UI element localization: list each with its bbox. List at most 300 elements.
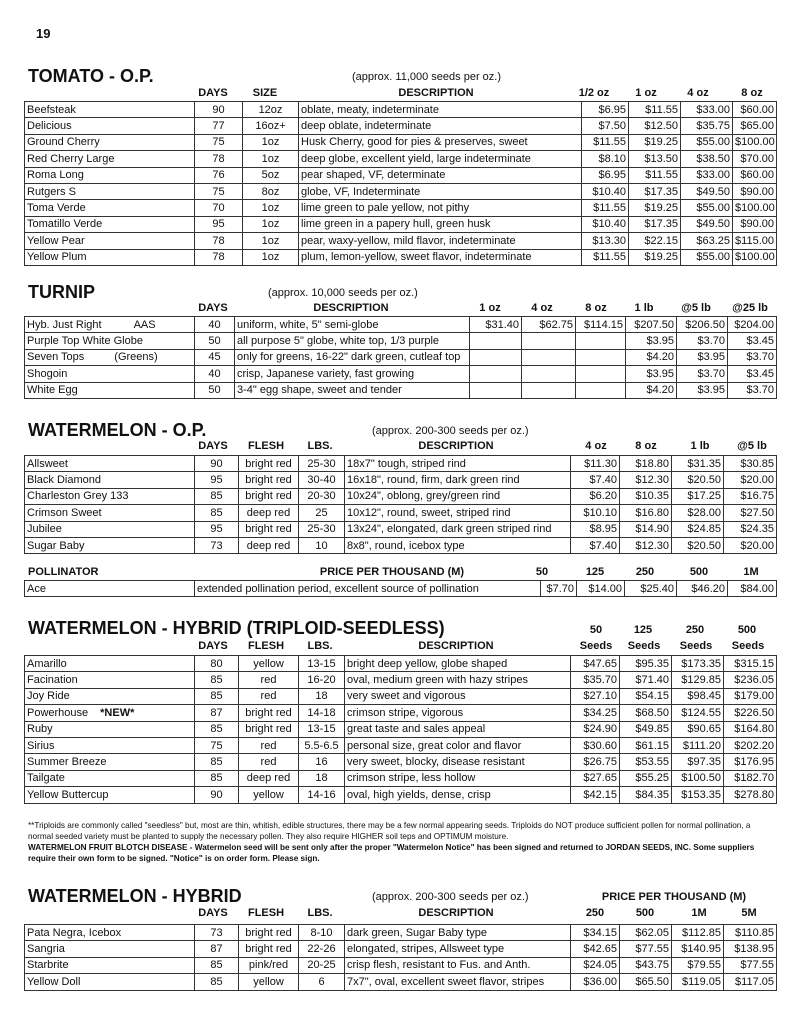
description-cell: oval, high yields, dense, crisp	[345, 787, 571, 803]
price-cell	[522, 349, 576, 365]
lbs-cell: 30-40	[299, 472, 345, 488]
days-cell: 90	[195, 456, 239, 472]
days-cell: 75	[195, 183, 243, 199]
price-cell: $176.95	[724, 754, 777, 770]
price-cell: $28.00	[672, 505, 724, 521]
price-cell: $6.95	[582, 167, 629, 183]
price-cell: $31.40	[470, 317, 522, 333]
col-days: DAYS	[198, 640, 228, 652]
flesh-cell: yellow	[239, 974, 299, 990]
table-row	[25, 382, 777, 398]
price-cell: $110.85	[724, 925, 777, 941]
table-row	[25, 151, 777, 167]
price-cell	[576, 333, 626, 349]
price-per-thousand-label: PRICE PER THOUSAND (M)	[319, 566, 465, 578]
price-cell: $84.35	[620, 787, 672, 803]
days-cell: 75	[195, 737, 239, 753]
days-cell: 85	[195, 974, 239, 990]
flesh-cell: bright red	[239, 521, 299, 537]
flesh-cell: deep red	[239, 770, 299, 786]
watermelon-triploid-section	[24, 618, 776, 808]
price-cell: $90.00	[733, 183, 777, 199]
section-title: WATERMELON - HYBRID	[28, 886, 242, 906]
lbs-cell: 5.5-6.5	[299, 737, 345, 753]
days-cell: 45	[195, 349, 235, 365]
days-cell: 85	[195, 957, 239, 973]
days-cell: 87	[195, 941, 239, 957]
col-flesh: FLESH	[247, 907, 285, 919]
section-title: TOMATO - O.P.	[28, 66, 154, 86]
col-days: DAYS	[198, 302, 228, 314]
table-row	[25, 941, 777, 957]
triploid-footnote: **Triploids are commonly called "seedless" but, most are thin, whitish, edible structures, there may be a few normal appearing seeds. Triploids do NOT produce sufficient pollen for normal pollination, a normal seeded variety must be planted to supply the necessary pollen. They also require HIGHER soil teps and OPTIMUM moisture.	[28, 821, 751, 841]
price-cell: $27.50	[724, 505, 777, 521]
price-cell: $24.85	[672, 521, 724, 537]
col-flesh: FLESH	[247, 440, 285, 452]
table-row	[25, 472, 777, 488]
price-cell: $22.15	[629, 233, 681, 249]
price-cell: $31.35	[672, 456, 724, 472]
price-cell: $65.50	[620, 974, 672, 990]
price-cell: $111.20	[672, 737, 724, 753]
lbs-cell: 20-25	[299, 957, 345, 973]
table-row	[25, 216, 777, 232]
description-cell: 8x8", round, icebox type	[345, 537, 571, 553]
flesh-cell: bright red	[239, 472, 299, 488]
description-cell: bright deep yellow, globe shaped	[345, 656, 571, 672]
table-row	[25, 974, 777, 990]
price-cell: $63.25	[681, 233, 733, 249]
price-cell: $27.10	[571, 688, 620, 704]
col-price-1: 250	[585, 907, 605, 919]
price-cell: $202.20	[724, 737, 777, 753]
variety-name: Sangria	[25, 941, 195, 957]
col-price-3: 8 oz	[585, 302, 607, 314]
watermelon-op-table	[24, 455, 777, 554]
price-cell: $11.55	[629, 102, 681, 118]
flesh-cell: yellow	[239, 787, 299, 803]
flesh-cell: bright red	[239, 941, 299, 957]
col-description: DESCRIPTION	[418, 907, 494, 919]
lbs-cell: 13-15	[299, 721, 345, 737]
price-cell: $17.35	[629, 216, 681, 232]
price-cell: $164.80	[724, 721, 777, 737]
days-cell: 87	[195, 705, 239, 721]
variety-name: Hyb. Just Right	[27, 318, 102, 331]
size-cell: 1oz	[243, 216, 299, 232]
variety-name: Beefsteak	[25, 102, 195, 118]
col-pollinator-125: 125	[585, 566, 605, 578]
description-cell: 18x7" tough, striped rind	[345, 456, 571, 472]
price-cell: $3.45	[728, 333, 777, 349]
col-qty-500: 500	[737, 624, 757, 636]
price-cell: $16.75	[724, 488, 777, 504]
variety-cell	[25, 317, 195, 333]
price-cell: $11.55	[582, 134, 629, 150]
price-cell: $17.35	[629, 183, 681, 199]
table-row	[25, 183, 777, 199]
price-cell: $182.70	[724, 770, 777, 786]
price-cell: $3.70	[728, 349, 777, 365]
price-cell	[522, 366, 576, 382]
size-cell: 1oz	[243, 249, 299, 265]
price-cell: $33.00	[681, 167, 733, 183]
variety-cell	[25, 349, 195, 365]
col-price-3: 1 lb	[690, 440, 710, 452]
price-cell: $236.05	[724, 672, 777, 688]
price-cell: $42.15	[571, 787, 620, 803]
variety-name: Yellow Plum	[25, 249, 195, 265]
price-cell: $43.75	[620, 957, 672, 973]
flesh-cell: bright red	[239, 925, 299, 941]
price-cell: $3.45	[728, 366, 777, 382]
price-cell: $3.70	[728, 382, 777, 398]
col-pollinator-250: 250	[635, 566, 655, 578]
table-row	[25, 102, 777, 118]
col-pollinator-1m: 1M	[743, 566, 759, 578]
price-cell: $3.95	[626, 333, 677, 349]
table-row	[25, 167, 777, 183]
description-cell: 16x18", round, firm, dark green rind	[345, 472, 571, 488]
days-cell: 50	[195, 333, 235, 349]
variety-name: White Egg	[27, 384, 78, 397]
col-price-2: 4 oz	[531, 302, 553, 314]
col-price-4: @5 lb	[737, 440, 767, 452]
days-cell: 40	[195, 317, 235, 333]
price-cell: $10.10	[571, 505, 620, 521]
price-cell: $14.00	[577, 581, 625, 597]
description-cell: oblate, meaty, indeterminate	[299, 102, 582, 118]
price-cell: $3.70	[677, 366, 728, 382]
price-cell: $173.35	[672, 656, 724, 672]
variety-cell	[25, 333, 195, 349]
footnotes	[28, 820, 773, 864]
price-cell: $8.10	[582, 151, 629, 167]
price-cell: $100.00	[733, 200, 777, 216]
col-price-1: 1/2 oz	[578, 87, 610, 99]
description-cell: globe, VF, Indeterminate	[299, 183, 582, 199]
price-cell: $62.05	[620, 925, 672, 941]
flesh-cell: pink/red	[239, 957, 299, 973]
description-cell: pear shaped, VF, determinate	[299, 167, 582, 183]
price-cell: $60.00	[733, 102, 777, 118]
flesh-cell: red	[239, 754, 299, 770]
description-cell: 7x7", oval, excellent sweet flavor, stripes	[345, 974, 571, 990]
variety-tag: (Greens)	[114, 351, 158, 364]
variety-name: Charleston Grey 133	[25, 488, 195, 504]
col-price-4: 1 lb	[634, 302, 654, 314]
table-row	[25, 957, 777, 973]
price-cell: $19.25	[629, 249, 681, 265]
table-row	[25, 134, 777, 150]
variety-name: Sugar Baby	[25, 537, 195, 553]
price-cell: $38.50	[681, 151, 733, 167]
variety-name: Roma Long	[25, 167, 195, 183]
col-price-2: 500	[635, 907, 655, 919]
description-cell: 13x24", elongated, dark green striped rind	[345, 521, 571, 537]
col-days: DAYS	[198, 907, 228, 919]
price-cell: $138.95	[724, 941, 777, 957]
flesh-cell: bright red	[239, 721, 299, 737]
price-cell: $100.50	[672, 770, 724, 786]
description-cell: deep globe, excellent yield, large indeterminate	[299, 151, 582, 167]
days-cell: 75	[195, 134, 243, 150]
variety-name: Joy Ride	[27, 690, 70, 703]
variety-name: Pata Negra, Icebox	[25, 925, 195, 941]
description-cell: extended pollination period, excellent source of pollination	[195, 581, 541, 597]
lbs-cell: 25-30	[299, 521, 345, 537]
price-cell: $129.85	[672, 672, 724, 688]
price-cell	[522, 333, 576, 349]
description-cell: crimson stripe, vigorous	[345, 705, 571, 721]
table-row	[25, 688, 777, 704]
days-cell: 95	[195, 216, 243, 232]
flesh-cell: deep red	[239, 505, 299, 521]
lbs-cell: 14-18	[299, 705, 345, 721]
price-cell	[576, 382, 626, 398]
days-cell: 80	[195, 656, 239, 672]
variety-cell	[25, 787, 195, 803]
turnip-section	[24, 282, 776, 402]
description-cell: crisp, Japanese variety, fast growing	[235, 366, 470, 382]
price-cell: $24.90	[571, 721, 620, 737]
price-cell: $115.00	[733, 233, 777, 249]
table-row	[25, 925, 777, 941]
variety-name: Black Diamond	[25, 472, 195, 488]
variety-name: Toma Verde	[25, 200, 195, 216]
size-cell: 16oz+	[243, 118, 299, 134]
price-cell: $278.80	[724, 787, 777, 803]
description-cell: pear, waxy-yellow, mild flavor, indeterminate	[299, 233, 582, 249]
seed-count-note: (approx. 10,000 seeds per oz.)	[268, 287, 418, 299]
col-pollinator-500: 500	[689, 566, 709, 578]
col-price-2: 8 oz	[635, 440, 657, 452]
watermelon-hybrid-section	[24, 886, 776, 996]
flesh-cell: red	[239, 737, 299, 753]
variety-name: Starbrite	[25, 957, 195, 973]
days-cell: 85	[195, 770, 239, 786]
table-row	[25, 456, 777, 472]
price-cell: $100.00	[733, 249, 777, 265]
price-cell: $3.70	[677, 333, 728, 349]
price-cell: $179.00	[724, 688, 777, 704]
price-cell: $55.00	[681, 200, 733, 216]
col-description: DESCRIPTION	[418, 640, 494, 652]
table-row	[25, 349, 777, 365]
variety-name: Sirius	[27, 739, 55, 752]
price-cell: $119.05	[672, 974, 724, 990]
days-cell: 73	[195, 537, 239, 553]
description-cell: Husk Cherry, good for pies & preserves, sweet	[299, 134, 582, 150]
col-seeds-1: Seeds	[579, 640, 613, 652]
variety-name: Shogoin	[27, 367, 68, 380]
price-cell: $315.15	[724, 656, 777, 672]
description-cell: 10x24", oblong, grey/green rind	[345, 488, 571, 504]
tomato-section	[24, 66, 776, 272]
col-seeds-3: Seeds	[679, 640, 713, 652]
price-cell: $11.55	[582, 249, 629, 265]
price-cell: $79.55	[672, 957, 724, 973]
price-cell: $4.20	[626, 349, 677, 365]
price-cell: $70.00	[733, 151, 777, 167]
variety-name: Yellow Buttercup	[27, 788, 109, 801]
price-cell: $33.00	[681, 102, 733, 118]
col-price-3: 1M	[691, 907, 707, 919]
variety-name: Delicious	[25, 118, 195, 134]
price-cell: $68.50	[620, 705, 672, 721]
price-cell: $34.15	[571, 925, 620, 941]
price-cell: $20.00	[724, 537, 777, 553]
col-lbs: LBS.	[307, 440, 333, 452]
days-cell: 70	[195, 200, 243, 216]
col-days: DAYS	[198, 87, 228, 99]
price-cell: $49.50	[681, 183, 733, 199]
days-cell: 90	[195, 787, 239, 803]
price-cell: $16.80	[620, 505, 672, 521]
flesh-cell: bright red	[239, 705, 299, 721]
watermelon-hybrid-table	[24, 924, 777, 991]
variety-cell	[25, 366, 195, 382]
col-price-2: 1 oz	[635, 87, 657, 99]
price-cell: $98.45	[672, 688, 724, 704]
price-cell: $20.50	[672, 472, 724, 488]
days-cell: 95	[195, 472, 239, 488]
price-cell: $6.95	[582, 102, 629, 118]
description-cell: very sweet and vigorous	[345, 688, 571, 704]
days-cell: 40	[195, 366, 235, 382]
days-cell: 85	[195, 488, 239, 504]
price-cell: $95.35	[620, 656, 672, 672]
variety-cell	[25, 656, 195, 672]
price-cell: $7.70	[541, 581, 577, 597]
days-cell: 85	[195, 721, 239, 737]
col-size: SIZE	[252, 87, 278, 99]
price-cell: $65.00	[733, 118, 777, 134]
table-row	[25, 537, 777, 553]
days-cell: 90	[195, 102, 243, 118]
variety-cell	[25, 770, 195, 786]
price-cell: $12.50	[629, 118, 681, 134]
seed-count-note: (approx. 200-300 seeds per oz.)	[372, 425, 529, 437]
price-cell: $10.35	[620, 488, 672, 504]
price-cell: $77.55	[620, 941, 672, 957]
price-cell: $112.85	[672, 925, 724, 941]
table-row	[25, 333, 777, 349]
table-row	[25, 233, 777, 249]
col-description: DESCRIPTION	[398, 87, 474, 99]
lbs-cell: 25-30	[299, 456, 345, 472]
price-cell: $204.00	[728, 317, 777, 333]
lbs-cell: 6	[299, 974, 345, 990]
table-row	[25, 317, 777, 333]
col-price-1: 1 oz	[479, 302, 501, 314]
lbs-cell: 14-16	[299, 787, 345, 803]
price-cell: $124.55	[672, 705, 724, 721]
table-row	[25, 721, 777, 737]
price-cell: $24.35	[724, 521, 777, 537]
watermelon-op-section	[24, 420, 776, 600]
section-title: WATERMELON - O.P.	[28, 420, 207, 440]
days-cell: 76	[195, 167, 243, 183]
table-row	[25, 770, 777, 786]
new-badge: *NEW*	[100, 706, 135, 719]
variety-cell	[25, 721, 195, 737]
variety-cell	[25, 737, 195, 753]
size-cell: 8oz	[243, 183, 299, 199]
col-qty-50: 50	[589, 624, 603, 636]
price-cell	[470, 333, 522, 349]
variety-name: Tailgate	[27, 772, 65, 785]
flesh-cell: red	[239, 688, 299, 704]
description-cell: oval, medium green with hazy stripes	[345, 672, 571, 688]
variety-name: Rutgers S	[25, 183, 195, 199]
price-cell	[522, 382, 576, 398]
fruit-blotch-notice: WATERMELON FRUIT BLOTCH DISEASE - Watermelon seed will be sent only after the proper "Watermelon Notice" has been signed and returned to JORDAN SEEDS, INC. Some suppliers require their own form to be signed. "Notice" is on order form. Please sign.	[28, 843, 755, 863]
price-cell: $19.25	[629, 200, 681, 216]
price-cell: $3.95	[677, 382, 728, 398]
price-cell: $114.15	[576, 317, 626, 333]
price-cell: $18.80	[620, 456, 672, 472]
lbs-cell: 10	[299, 537, 345, 553]
watermelon-triploid-table	[24, 655, 777, 804]
price-cell: $11.55	[629, 167, 681, 183]
days-cell: 78	[195, 151, 243, 167]
size-cell: 1oz	[243, 200, 299, 216]
table-row	[25, 249, 777, 265]
price-cell: $7.50	[582, 118, 629, 134]
flesh-cell: bright red	[239, 488, 299, 504]
col-price-4: 5M	[741, 907, 757, 919]
variety-cell	[25, 754, 195, 770]
price-cell: $100.00	[733, 134, 777, 150]
price-cell: $7.40	[571, 472, 620, 488]
variety-tag: AAS	[133, 318, 156, 331]
price-cell: $6.20	[571, 488, 620, 504]
variety-name: Facination	[27, 674, 78, 687]
variety-cell	[25, 672, 195, 688]
table-row	[25, 505, 777, 521]
price-cell	[576, 349, 626, 365]
days-cell: 85	[195, 672, 239, 688]
variety-name: Purple Top White Globe	[27, 335, 143, 348]
price-cell: $49.85	[620, 721, 672, 737]
days-cell: 77	[195, 118, 243, 134]
col-pollinator-50: 50	[535, 566, 549, 578]
price-cell: $140.95	[672, 941, 724, 957]
price-cell: $20.00	[724, 472, 777, 488]
description-cell: plum, lemon-yellow, sweet flavor, indeterminate	[299, 249, 582, 265]
col-price-5: @5 lb	[681, 302, 711, 314]
price-cell: $55.25	[620, 770, 672, 786]
table-row	[25, 521, 777, 537]
price-cell: $49.50	[681, 216, 733, 232]
price-cell: $12.30	[620, 472, 672, 488]
lbs-cell: 16-20	[299, 672, 345, 688]
price-cell: $60.00	[733, 167, 777, 183]
price-cell: $25.40	[625, 581, 677, 597]
table-row	[25, 118, 777, 134]
page-number: 19	[36, 26, 51, 41]
variety-name: Crimson Sweet	[25, 505, 195, 521]
days-cell: 50	[195, 382, 235, 398]
table-row	[25, 754, 777, 770]
lbs-cell: 18	[299, 688, 345, 704]
size-cell: 1oz	[243, 233, 299, 249]
days-cell: 78	[195, 233, 243, 249]
flesh-cell: deep red	[239, 537, 299, 553]
price-cell: $226.50	[724, 705, 777, 721]
price-cell: $13.50	[629, 151, 681, 167]
